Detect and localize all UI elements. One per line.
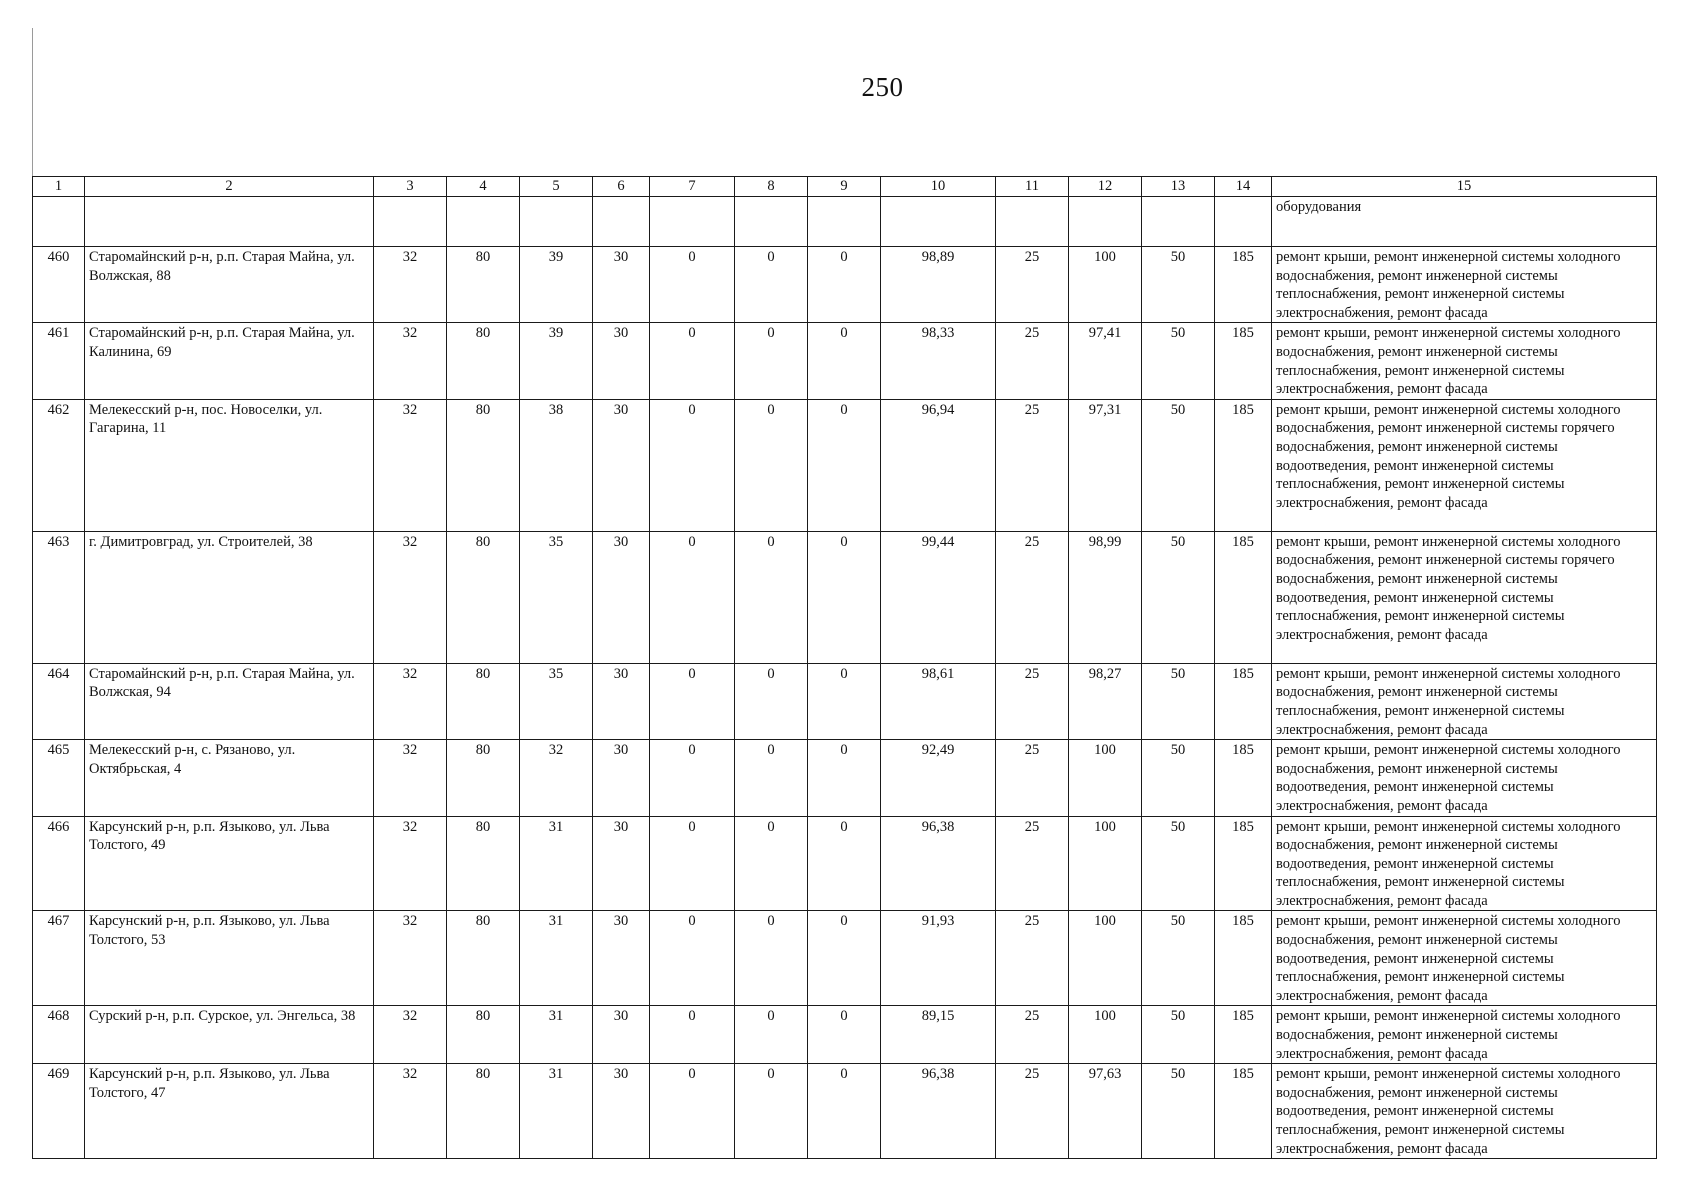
col9-value: 0 [808,663,881,739]
col7-value: 0 [650,911,735,1006]
col9-value: 0 [808,1064,881,1159]
column-header: 11 [996,177,1069,197]
col13-value: 50 [1142,531,1215,663]
col5-value: 31 [520,1064,593,1159]
col12-value: 100 [1069,740,1142,816]
table-row [33,816,1657,911]
col12-value: 97,31 [1069,399,1142,531]
col12-value: 100 [1069,1006,1142,1064]
col13-value: 50 [1142,816,1215,911]
works-cell: ремонт крыши, ремонт инженерной системы холодного водоснабжения, ремонт инженерной системы водоотведения, ремонт инженерной системы теплоснабжения, ремонт инженерной системы электроснабжения, ремонт фасада [1272,911,1657,1006]
col6-value: 30 [593,663,650,739]
col3-value: 32 [374,911,447,1006]
row-number: 467 [33,911,85,1006]
works-cell: ремонт крыши, ремонт инженерной системы холодного водоснабжения, ремонт инженерной системы электроснабжения, ремонт фасада [1272,1006,1657,1064]
works-cell: оборудования [1272,197,1657,247]
address-cell: Карсунский р-н, р.п. Языково, ул. Льва Толстого, 47 [85,1064,374,1159]
col13-value: 50 [1142,1064,1215,1159]
col7-value: 0 [650,531,735,663]
col5-value: 31 [520,816,593,911]
col7-value: 0 [650,1006,735,1064]
page-number: 250 [861,72,904,102]
col8-value: 0 [735,1064,808,1159]
col6-value: 30 [593,740,650,816]
col9-value: 0 [808,399,881,531]
col3-value: 32 [374,1006,447,1064]
col4-value: 80 [447,531,520,663]
column-header: 2 [85,177,374,197]
table-row [33,531,1657,663]
column-header: 9 [808,177,881,197]
col8-value: 0 [735,740,808,816]
col11-value: 25 [996,1006,1069,1064]
col9-value: 0 [808,247,881,323]
table-row [33,247,1657,323]
works-cell: ремонт крыши, ремонт инженерной системы холодного водоснабжения, ремонт инженерной системы водоотведения, ремонт инженерной системы теплоснабжения, ремонт инженерной системы электроснабжения, ремонт фасада [1272,1064,1657,1159]
col8-value: 0 [735,323,808,399]
col14-value: 185 [1215,1064,1272,1159]
row-number: 461 [33,323,85,399]
col5-value: 35 [520,663,593,739]
col4-value: 80 [447,323,520,399]
table-row [33,663,1657,739]
col9-value: 0 [808,911,881,1006]
col6-value: 30 [593,531,650,663]
col6-value: 30 [593,323,650,399]
col6-value: 30 [593,399,650,531]
column-header: 15 [1272,177,1657,197]
col11-value: 25 [996,1064,1069,1159]
table-row [33,1064,1657,1159]
col10-value: 96,94 [881,399,996,531]
col7-value: 0 [650,247,735,323]
col3-value: 32 [374,323,447,399]
col8-value: 0 [735,816,808,911]
column-header: 1 [33,177,85,197]
col4-value: 80 [447,1064,520,1159]
col5-value: 31 [520,1006,593,1064]
col7-value: 0 [650,399,735,531]
col11-value: 25 [996,531,1069,663]
col9-value: 0 [808,740,881,816]
table-row [33,740,1657,816]
column-header: 10 [881,177,996,197]
column-header: 13 [1142,177,1215,197]
col11-value: 25 [996,911,1069,1006]
col12-value: 100 [1069,911,1142,1006]
col12-value: 97,41 [1069,323,1142,399]
col3-value: 32 [374,663,447,739]
left-margin-rule [32,28,33,178]
carryover-row [33,197,1657,247]
col5-value: 31 [520,911,593,1006]
row-number: 463 [33,531,85,663]
column-number-row [33,177,1657,197]
col14-value: 185 [1215,323,1272,399]
col6-value: 30 [593,1064,650,1159]
column-header: 7 [650,177,735,197]
col14-value: 185 [1215,399,1272,531]
col10-value: 98,61 [881,663,996,739]
works-cell: ремонт крыши, ремонт инженерной системы холодного водоснабжения, ремонт инженерной системы водоотведения, ремонт инженерной системы теплоснабжения, ремонт инженерной системы электроснабжения, ремонт фасада [1272,816,1657,911]
col6-value: 30 [593,911,650,1006]
col9-value: 0 [808,816,881,911]
col9-value: 0 [808,531,881,663]
col7-value: 0 [650,816,735,911]
col5-value: 39 [520,323,593,399]
works-cell: ремонт крыши, ремонт инженерной системы холодного водоснабжения, ремонт инженерной системы водоотведения, ремонт инженерной системы электроснабжения, ремонт фасада [1272,740,1657,816]
col11-value: 25 [996,323,1069,399]
col9-value: 0 [808,1006,881,1064]
column-header: 5 [520,177,593,197]
col3-value: 32 [374,531,447,663]
col3-value: 32 [374,247,447,323]
col11-value: 25 [996,399,1069,531]
col5-value: 35 [520,531,593,663]
col3-value: 32 [374,816,447,911]
row-number: 468 [33,1006,85,1064]
col14-value: 185 [1215,911,1272,1006]
col10-value: 98,33 [881,323,996,399]
col8-value: 0 [735,247,808,323]
col10-value: 89,15 [881,1006,996,1064]
col11-value: 25 [996,740,1069,816]
col13-value: 50 [1142,1006,1215,1064]
col10-value: 96,38 [881,1064,996,1159]
col8-value: 0 [735,399,808,531]
column-header: 4 [447,177,520,197]
address-cell: Карсунский р-н, р.п. Языково, ул. Льва Толстого, 49 [85,816,374,911]
col7-value: 0 [650,323,735,399]
col14-value: 185 [1215,247,1272,323]
col11-value: 25 [996,816,1069,911]
col10-value: 99,44 [881,531,996,663]
col12-value: 98,99 [1069,531,1142,663]
works-cell: ремонт крыши, ремонт инженерной системы холодного водоснабжения, ремонт инженерной системы теплоснабжения, ремонт инженерной системы электроснабжения, ремонт фасада [1272,323,1657,399]
row-number: 465 [33,740,85,816]
column-header: 12 [1069,177,1142,197]
col3-value: 32 [374,740,447,816]
table-row [33,911,1657,1006]
col11-value: 25 [996,247,1069,323]
col14-value: 185 [1215,663,1272,739]
col4-value: 80 [447,911,520,1006]
col10-value: 92,49 [881,740,996,816]
column-header: 14 [1215,177,1272,197]
table-row [33,323,1657,399]
col11-value: 25 [996,663,1069,739]
col5-value: 32 [520,740,593,816]
works-cell: ремонт крыши, ремонт инженерной системы холодного водоснабжения, ремонт инженерной системы теплоснабжения, ремонт инженерной системы электроснабжения, ремонт фасада [1272,663,1657,739]
col8-value: 0 [735,531,808,663]
col14-value: 185 [1215,1006,1272,1064]
col6-value: 30 [593,1006,650,1064]
col13-value: 50 [1142,323,1215,399]
col12-value: 98,27 [1069,663,1142,739]
col12-value: 97,63 [1069,1064,1142,1159]
address-cell: г. Димитровград, ул. Строителей, 38 [85,531,374,663]
col14-value: 185 [1215,816,1272,911]
col8-value: 0 [735,911,808,1006]
table-row [33,1006,1657,1064]
col13-value: 50 [1142,740,1215,816]
col5-value: 39 [520,247,593,323]
col9-value: 0 [808,323,881,399]
address-cell: Старомайнский р-н, р.п. Старая Майна, ул. Калинина, 69 [85,323,374,399]
works-cell: ремонт крыши, ремонт инженерной системы холодного водоснабжения, ремонт инженерной системы горячего водоснабжения, ремонт инженерной системы водоотведения, ремонт инженерной системы теплоснабжения, ремонт инженерной системы электроснабжения, ремонт фасада [1272,531,1657,663]
col10-value: 96,38 [881,816,996,911]
column-header: 6 [593,177,650,197]
col10-value: 91,93 [881,911,996,1006]
col3-value: 32 [374,1064,447,1159]
row-number: 466 [33,816,85,911]
col8-value: 0 [735,1006,808,1064]
row-number: 460 [33,247,85,323]
row-number: 464 [33,663,85,739]
col14-value: 185 [1215,531,1272,663]
address-cell: Сурский р-н, р.п. Сурское, ул. Энгельса, 38 [85,1006,374,1064]
col13-value: 50 [1142,399,1215,531]
col4-value: 80 [447,740,520,816]
col10-value: 98,89 [881,247,996,323]
col13-value: 50 [1142,911,1215,1006]
col14-value: 185 [1215,740,1272,816]
col12-value: 100 [1069,816,1142,911]
col4-value: 80 [447,816,520,911]
address-cell: Карсунский р-н, р.п. Языково, ул. Льва Толстого, 53 [85,911,374,1006]
col13-value: 50 [1142,247,1215,323]
col8-value: 0 [735,663,808,739]
col12-value: 100 [1069,247,1142,323]
col7-value: 0 [650,663,735,739]
col4-value: 80 [447,663,520,739]
repair-register-table [32,176,1657,1159]
address-cell: Старомайнский р-н, р.п. Старая Майна, ул. Волжская, 94 [85,663,374,739]
address-cell: Старомайнский р-н, р.п. Старая Майна, ул. Волжская, 88 [85,247,374,323]
row-number: 469 [33,1064,85,1159]
works-cell: ремонт крыши, ремонт инженерной системы холодного водоснабжения, ремонт инженерной системы горячего водоснабжения, ремонт инженерной системы водоотведения, ремонт инженерной системы теплоснабжения, ремонт инженерной системы электроснабжения, ремонт фасада [1272,399,1657,531]
col4-value: 80 [447,247,520,323]
col7-value: 0 [650,1064,735,1159]
row-number: 462 [33,399,85,531]
column-header: 8 [735,177,808,197]
column-header: 3 [374,177,447,197]
col3-value: 32 [374,399,447,531]
col4-value: 80 [447,399,520,531]
col6-value: 30 [593,816,650,911]
col6-value: 30 [593,247,650,323]
address-cell: Мелекесский р-н, пос. Новоселки, ул. Гагарина, 11 [85,399,374,531]
col13-value: 50 [1142,663,1215,739]
table-row [33,399,1657,531]
address-cell: Мелекесский р-н, с. Рязаново, ул. Октябрьская, 4 [85,740,374,816]
col7-value: 0 [650,740,735,816]
works-cell: ремонт крыши, ремонт инженерной системы холодного водоснабжения, ремонт инженерной системы теплоснабжения, ремонт инженерной системы электроснабжения, ремонт фасада [1272,247,1657,323]
col5-value: 38 [520,399,593,531]
col4-value: 80 [447,1006,520,1064]
